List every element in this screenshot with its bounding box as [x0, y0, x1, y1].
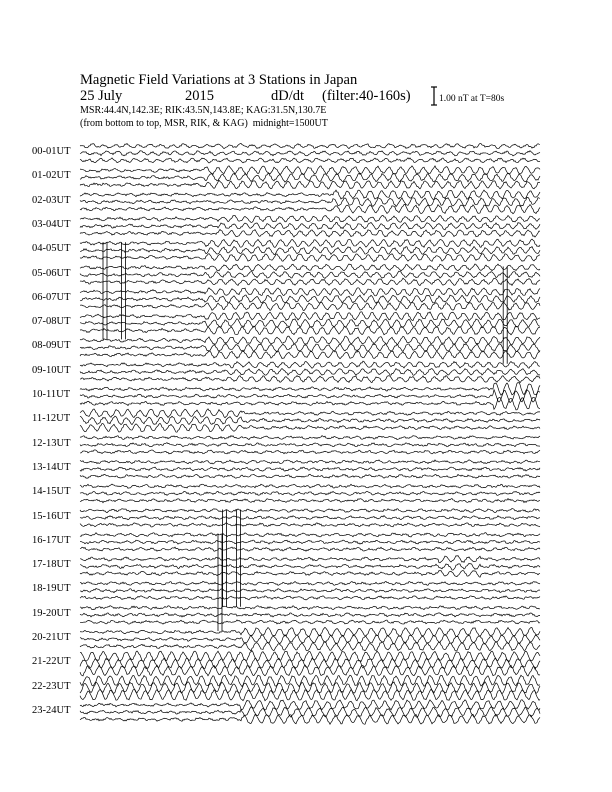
hour-row	[80, 383, 540, 410]
trace-rik	[80, 613, 540, 617]
trace-kag	[80, 336, 540, 345]
hour-row	[80, 312, 540, 335]
row-label: 23-24UT	[32, 704, 71, 716]
trace-rik	[80, 443, 540, 447]
trace-msr	[80, 596, 540, 600]
trace-rik	[80, 658, 540, 669]
trace-rik	[80, 635, 540, 644]
row-label: 12-13UT	[32, 437, 71, 449]
trace-msr	[80, 714, 540, 724]
trace-msr	[80, 254, 540, 262]
row-label: 00-01UT	[32, 146, 71, 157]
trace-msr	[80, 204, 540, 213]
scale-bar-label: 1.00 nT at T=80s	[439, 94, 505, 104]
trace-kag	[80, 436, 540, 440]
trace-kag	[80, 361, 540, 368]
trace-kag	[80, 383, 540, 396]
row-label: 09-10UT	[32, 364, 71, 376]
row-label: 04-05UT	[32, 243, 71, 255]
trace-rik	[80, 222, 540, 229]
quantity-label: dD/dt	[271, 88, 305, 104]
trace-kag	[80, 264, 540, 271]
trace-rik	[80, 491, 540, 495]
trace-kag	[80, 700, 540, 711]
chart-title: Magnetic Field Variations at 3 Stations in Japan	[80, 72, 358, 88]
trace-msr	[80, 547, 540, 551]
trace-msr	[80, 620, 540, 624]
trace-kag	[80, 460, 540, 464]
trace-msr	[80, 180, 540, 189]
trace-kag	[80, 409, 540, 418]
trace-kag	[80, 143, 540, 148]
trace-kag	[80, 215, 540, 222]
hour-row	[80, 143, 540, 163]
trace-rik	[80, 151, 540, 156]
hour-row	[80, 215, 540, 237]
trace-kag	[80, 239, 540, 247]
trace-msr	[80, 397, 540, 410]
trace-rik	[80, 416, 540, 425]
trace-rik	[80, 197, 540, 206]
row-label: 17-18UT	[32, 559, 71, 571]
trace-msr	[80, 302, 540, 311]
trace-rik	[80, 271, 540, 278]
trace-rik	[80, 682, 540, 694]
trace-msr	[80, 474, 540, 478]
hour-row	[80, 264, 540, 364]
row-label: 03-04UT	[32, 218, 71, 230]
trace-msr	[80, 498, 540, 502]
trace-rik	[80, 516, 540, 520]
midnight-note: midnight=1500UT	[252, 118, 328, 129]
trace-kag	[80, 509, 540, 513]
trace-kag	[80, 166, 540, 175]
filter-label: (filter:40-160s)	[322, 88, 411, 104]
trace-kag	[80, 606, 540, 610]
trace-kag	[80, 675, 540, 686]
hour-row	[80, 190, 540, 214]
row-label: 16-17UT	[32, 534, 71, 546]
trace-msr	[80, 278, 540, 285]
trace-msr	[80, 158, 540, 163]
trace-rik	[80, 390, 540, 403]
order-note: (from bottom to top, MSR, RIK, & KAG)	[80, 118, 248, 129]
row-label: 21-22UT	[32, 656, 71, 668]
hour-row	[80, 166, 540, 189]
trace-msr	[80, 642, 540, 651]
station-coordinates: MSR:44.4N,142.3E; RIK:43.5N,143.8E; KAG:31.5N,130.7E	[80, 105, 327, 116]
trace-rik	[80, 246, 540, 254]
hour-row	[80, 556, 540, 578]
hour-row	[80, 484, 540, 503]
hour-row	[80, 581, 540, 600]
hour-row	[80, 361, 540, 383]
trace-msr	[80, 523, 540, 527]
row-label: 19-20UT	[32, 607, 71, 619]
trace-msr	[80, 570, 540, 577]
trace-rik	[80, 368, 540, 375]
trace-kag	[80, 556, 540, 563]
row-label: 10-11UT	[32, 389, 71, 400]
trace-rik	[80, 295, 540, 303]
trace-kag	[80, 651, 540, 662]
row-label: 07-08UT	[32, 316, 71, 328]
trace-kag	[80, 312, 540, 321]
trace-kag	[80, 484, 540, 488]
trace-kag	[80, 288, 540, 296]
row-label: 11-12UT	[32, 413, 71, 425]
row-label: 20-21UT	[32, 632, 71, 643]
trace-rik	[80, 540, 540, 544]
row-label: 13-14UT	[32, 461, 71, 473]
row-label: 22-23UT	[32, 680, 71, 692]
hour-row	[80, 651, 540, 676]
trace-msr	[80, 423, 540, 432]
trace-rik	[80, 467, 540, 471]
row-label: 15-16UT	[32, 510, 71, 522]
trace-kag	[80, 533, 540, 537]
trace-rik	[80, 588, 540, 592]
hour-row	[80, 436, 540, 454]
hour-row	[80, 700, 540, 725]
row-label: 05-06UT	[32, 267, 71, 279]
hour-row	[80, 533, 540, 631]
date-label: 25 July	[80, 88, 123, 104]
row-label: 08-09UT	[32, 340, 71, 352]
trace-msr	[80, 326, 540, 335]
hour-row	[80, 627, 540, 651]
row-label: 06-07UT	[32, 291, 71, 303]
row-label: 02-03UT	[32, 194, 71, 206]
year-label: 2015	[185, 88, 214, 104]
trace-msr	[80, 450, 540, 454]
row-label: 01-02UT	[32, 170, 71, 182]
hour-row	[80, 606, 540, 625]
hour-row	[80, 675, 540, 701]
trace-msr	[80, 229, 540, 237]
trace-msr	[80, 376, 540, 383]
hour-row	[80, 460, 540, 478]
row-label: 14-15UT	[32, 486, 71, 498]
trace-kag	[80, 581, 540, 585]
trace-rik	[80, 563, 540, 570]
row-label: 18-19UT	[32, 583, 71, 595]
hour-row	[80, 288, 540, 311]
hour-row	[80, 409, 540, 432]
trace-kag	[80, 627, 540, 636]
hour-row	[80, 336, 540, 359]
trace-rik	[80, 343, 540, 352]
trace-msr	[80, 689, 540, 701]
